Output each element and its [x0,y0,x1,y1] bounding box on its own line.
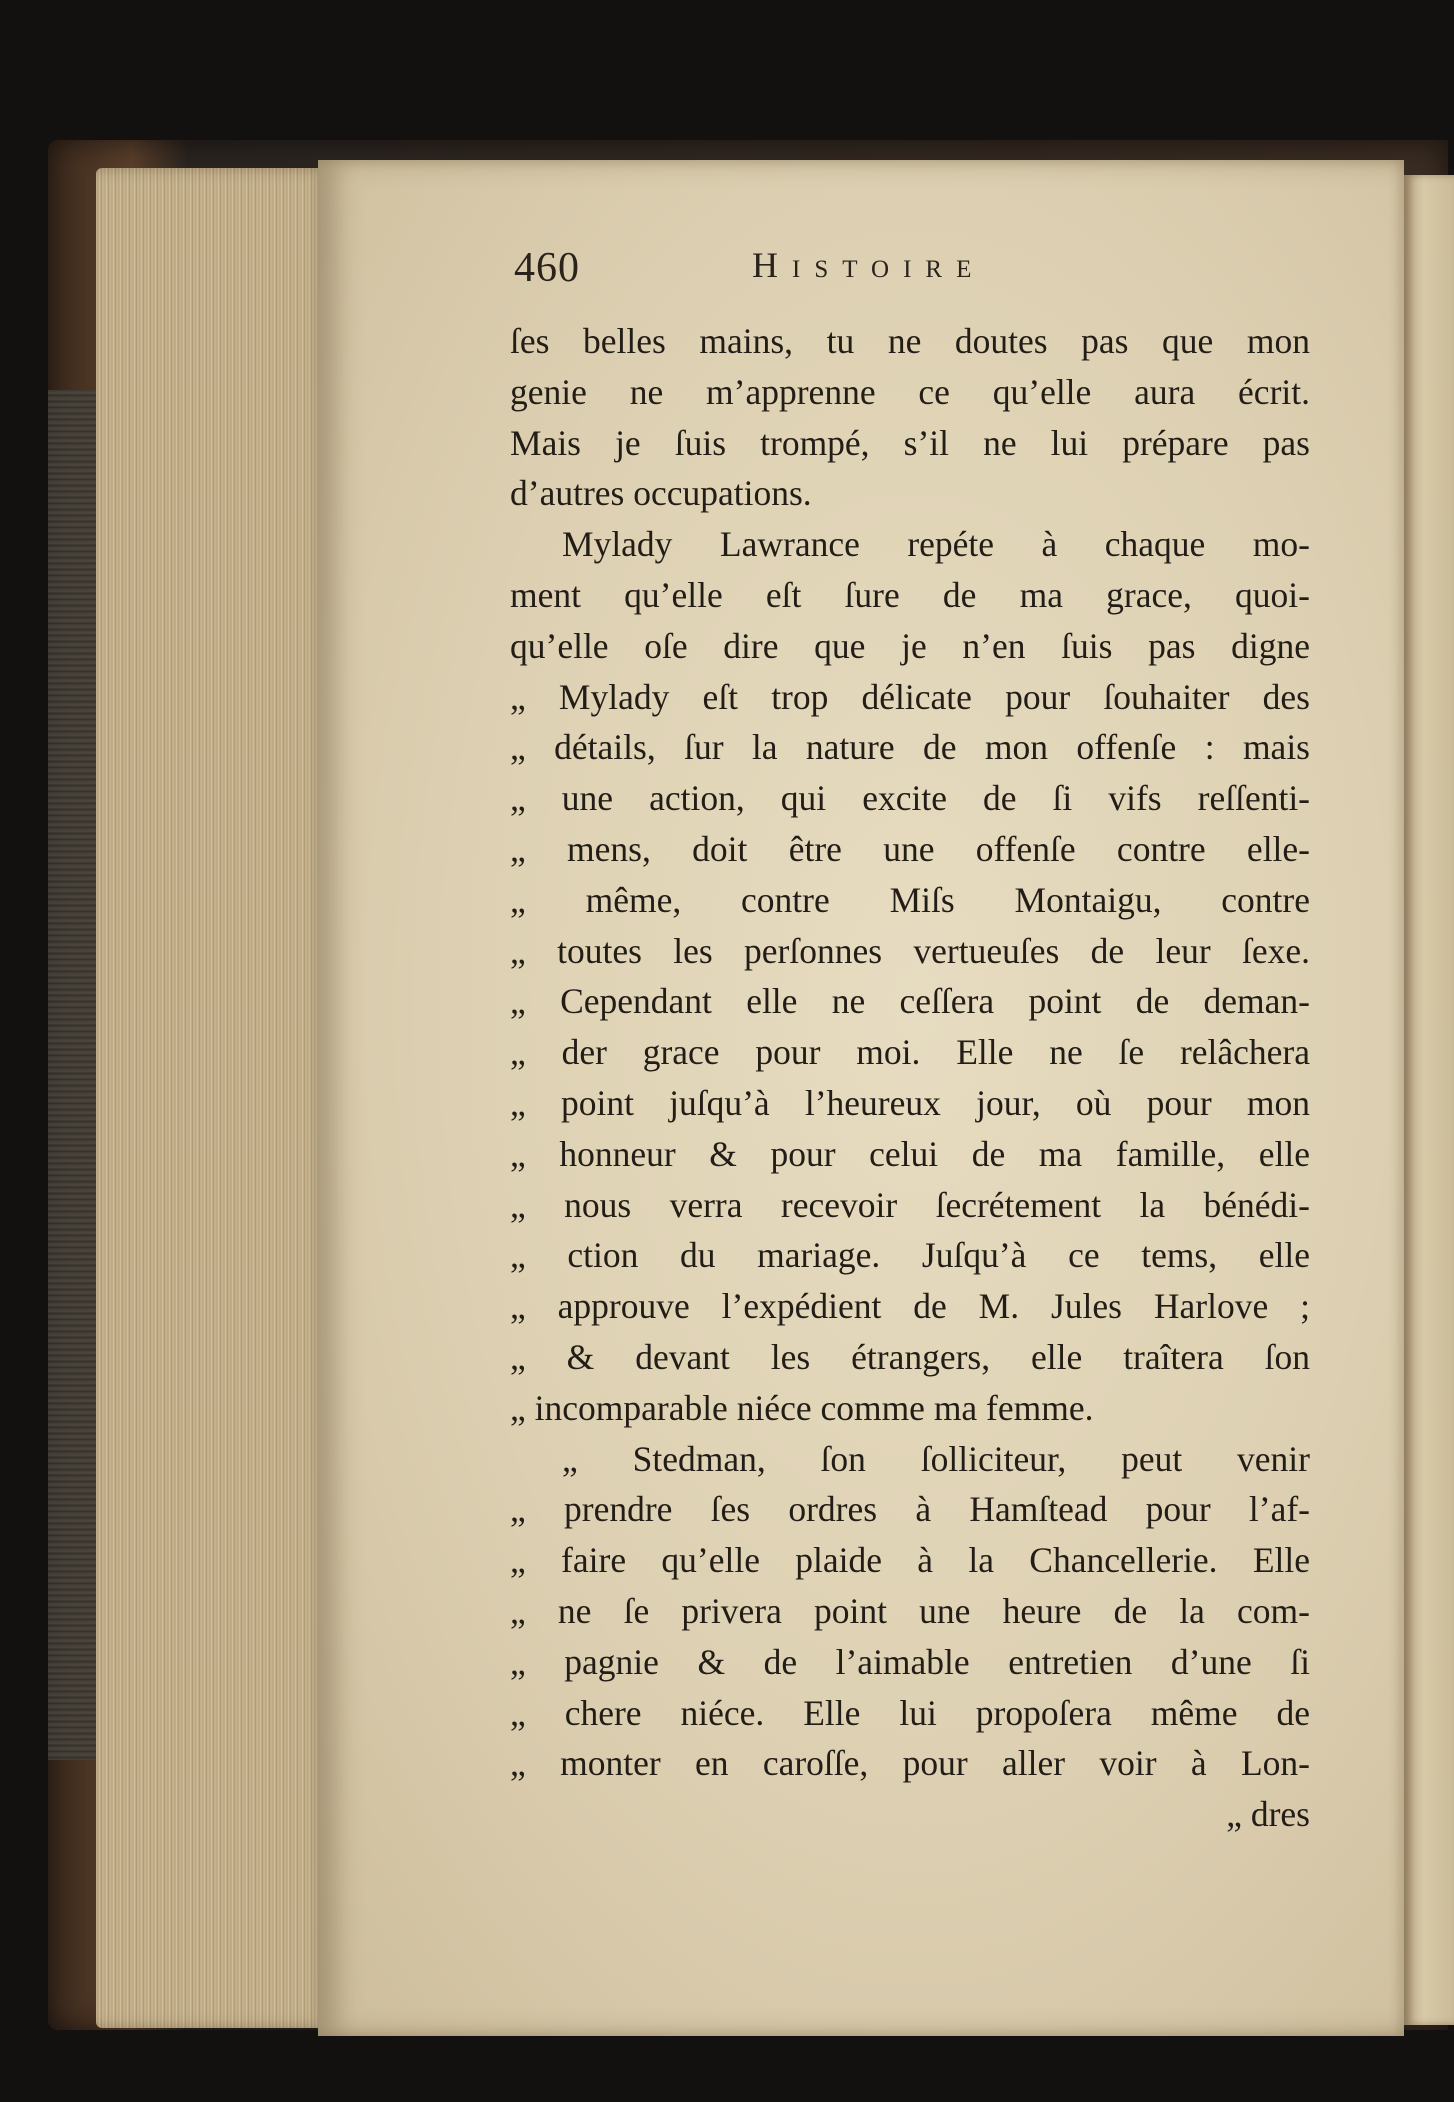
text-line: „ toutes les perſonnes vertueuſes de leur ſexe. [510,930,1310,971]
text-line: genie ne m’apprenne ce qu’elle aura écrit. [510,371,1310,412]
text-line: „ incomparable niéce comme ma femme. [510,1387,1094,1428]
catchword: „ dres [1226,1794,1310,1835]
facing-page-edge [1404,175,1454,2025]
text-line: „ une action, qui excite de ſi vifs reſſenti- [510,778,1310,819]
cover-edge [48,390,98,1760]
text-line: ment qu’elle eſt ſure de ma grace, quoi- [510,574,1310,615]
text-line: „ Stedman, ſon ſolliciteur, peut venir [562,1438,1310,1479]
text-line: d’autres occupations. [510,473,812,514]
page-number: 460 [514,245,580,291]
text-line: „ nous verra recevoir ſecrétement la bénédi- [510,1184,1310,1225]
text-line: Mylady Lawrance repéte à chaque mo- [562,524,1310,565]
text-line: „ point juſqu’à l’heureux jour, où pour mon [510,1082,1310,1123]
text-line: „ détails, ſur la nature de mon offenſe : mais [510,727,1310,768]
text-line: „ chere niéce. Elle lui propoſera même de [510,1692,1310,1733]
text-line: „ ne ſe privera point une heure de la com- [510,1590,1310,1631]
text-line: „ prendre ſes ordres à Hamſtead pour l’af- [510,1489,1310,1530]
text-line: „ Cependant elle ne ceſſera point de deman- [510,981,1310,1022]
text-line: „ pagnie & de l’aimable entretien d’une ſi [510,1641,1310,1682]
text-line: „ faire qu’elle plaide à la Chancellerie. Elle [510,1540,1310,1581]
text-line: „ mens, doit être une offenſe contre elle- [510,828,1310,869]
text-line: Mais je ſuis trompé, s’il ne lui prépare pas [510,422,1310,463]
text-line: „ même, contre Miſs Montaigu, contre [510,879,1310,920]
text-line: ſes belles mains, tu ne doutes pas que mon [510,321,1310,361]
text-line: „ approuve l’expédient de M. Jules Harlove ; [510,1286,1310,1327]
text-line: „ Mylady eſt trop délicate pour ſouhaiter des [510,676,1310,717]
page-edges [96,168,328,2028]
body-text [510,316,1310,1840]
text-line: „ der grace pour moi. Elle ne ſe relâchera [510,1032,1310,1073]
text-line: „ ction du mariage. Juſqu’à ce tems, elle [510,1235,1310,1276]
text-line: „ monter en caroſſe, pour aller voir à Lon- [510,1743,1310,1784]
text-line: „ & devant les étrangers, elle traîtera ſon [510,1336,1310,1377]
text-line: „ honneur & pour celui de ma famille, elle [510,1133,1310,1174]
text-line: qu’elle oſe dire que je n’en ſuis pas digne [510,625,1310,666]
running-title: Histoire [752,245,986,285]
page-header [514,244,1314,294]
